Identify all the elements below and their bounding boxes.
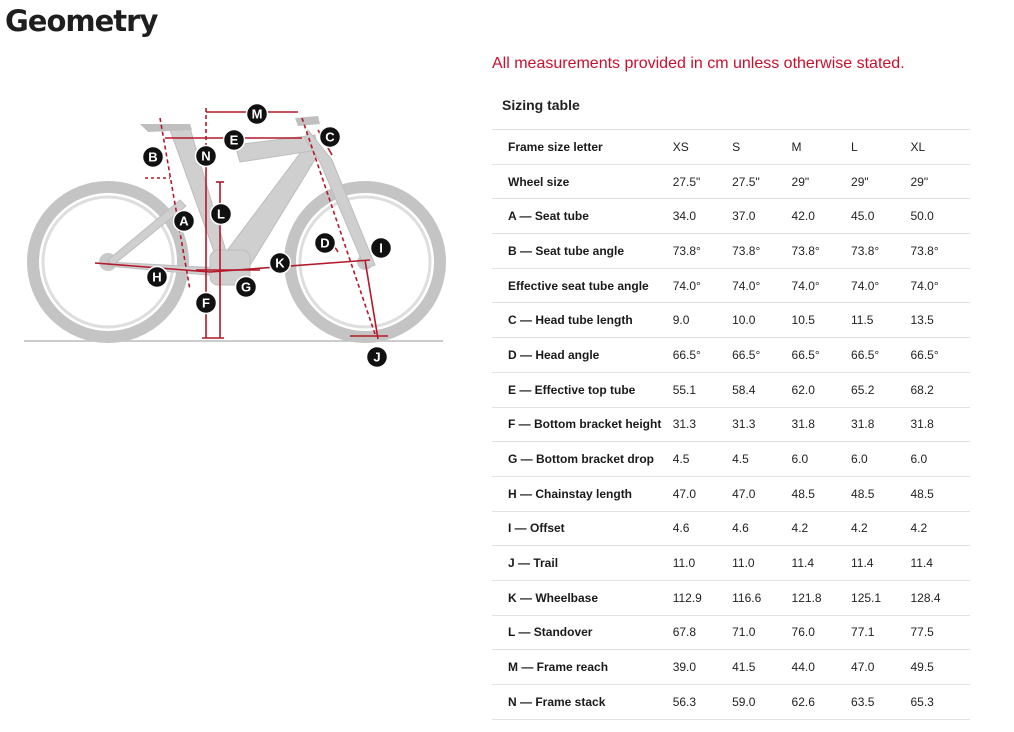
svg-text:A: A — [179, 213, 189, 229]
table-cell: 31.8 — [851, 407, 910, 442]
table-cell: 55.1 — [673, 372, 732, 407]
marker-l — [211, 204, 232, 225]
row-label: Effective seat tube angle — [492, 268, 673, 303]
table-cell: 66.5° — [673, 338, 732, 373]
table-cell: 128.4 — [910, 580, 970, 615]
table-cell: 73.8° — [910, 234, 970, 269]
table-cell: 116.6 — [732, 580, 791, 615]
marker-d — [315, 233, 336, 254]
svg-text:N: N — [201, 148, 211, 164]
table-cell: 4.2 — [792, 511, 851, 546]
table-cell: 74.0° — [792, 268, 851, 303]
svg-text:G: G — [240, 279, 252, 295]
sizing-table-title: Sizing table — [502, 97, 580, 113]
table-cell: 11.4 — [910, 546, 970, 581]
row-label: H — Chainstay length — [492, 476, 673, 511]
table-cell: 31.8 — [910, 407, 970, 442]
svg-text:C: C — [325, 129, 335, 145]
table-cell: 50.0 — [910, 199, 970, 234]
table-cell: 74.0° — [851, 268, 910, 303]
svg-text:M: M — [251, 106, 263, 122]
marker-n — [196, 146, 217, 167]
row-label: M — Frame reach — [492, 650, 673, 685]
table-cell: 10.5 — [792, 303, 851, 338]
table-cell: 10.0 — [732, 303, 791, 338]
marker-k — [270, 253, 291, 274]
table-cell: 65.3 — [910, 685, 970, 720]
table-cell: 62.0 — [792, 372, 851, 407]
table-cell: 31.3 — [673, 407, 732, 442]
table-cell: 49.5 — [910, 650, 970, 685]
table-cell: 63.5 — [851, 685, 910, 720]
table-cell: 6.0 — [792, 442, 851, 477]
table-cell: 34.0 — [673, 199, 732, 234]
table-cell: 76.0 — [792, 615, 851, 650]
table-cell: 48.5 — [851, 476, 910, 511]
table-cell: 73.8° — [673, 234, 732, 269]
table-row — [492, 372, 970, 407]
table-cell: 77.1 — [851, 615, 910, 650]
svg-text:F: F — [202, 295, 210, 311]
table-cell: 66.5° — [851, 338, 910, 373]
row-label: C — Head tube length — [492, 303, 673, 338]
table-cell: 39.0 — [673, 650, 732, 685]
table-row — [492, 511, 970, 546]
svg-text:D: D — [320, 235, 330, 251]
table-cell: 48.5 — [910, 476, 970, 511]
marker-a — [174, 211, 195, 232]
marker-h — [147, 267, 168, 288]
row-label: G — Bottom bracket drop — [492, 442, 673, 477]
table-cell: 71.0 — [732, 615, 791, 650]
table-cell: 125.1 — [851, 580, 910, 615]
marker-e — [224, 130, 245, 151]
table-row — [492, 303, 970, 338]
table-cell: 56.3 — [673, 685, 732, 720]
svg-text:B: B — [148, 149, 158, 165]
table-cell: 37.0 — [732, 199, 791, 234]
row-label: B — Seat tube angle — [492, 234, 673, 269]
table-cell: 27.5" — [732, 164, 791, 199]
table-cell: 65.2 — [851, 372, 910, 407]
table-cell: 41.5 — [732, 650, 791, 685]
table-cell: 6.0 — [910, 442, 970, 477]
table-cell: 29" — [851, 164, 910, 199]
row-label: A — Seat tube — [492, 199, 673, 234]
handlebar — [295, 116, 320, 126]
table-row — [492, 580, 970, 615]
svg-text:K: K — [275, 255, 285, 271]
table-cell: 42.0 — [792, 199, 851, 234]
row-label: K — Wheelbase — [492, 580, 673, 615]
table-cell: 121.8 — [792, 580, 851, 615]
table-cell: 47.0 — [851, 650, 910, 685]
table-cell: 4.6 — [673, 511, 732, 546]
table-cell: 73.8° — [792, 234, 851, 269]
table-cell: 4.5 — [673, 442, 732, 477]
table-row — [492, 407, 970, 442]
table-cell: 4.2 — [851, 511, 910, 546]
table-cell: 44.0 — [792, 650, 851, 685]
bike-geometry-diagram — [20, 100, 450, 375]
table-cell: 11.0 — [673, 546, 732, 581]
table-cell: 29" — [910, 164, 970, 199]
table-row — [492, 476, 970, 511]
row-label: F — Bottom bracket height — [492, 407, 673, 442]
table-cell: 4.2 — [910, 511, 970, 546]
table-cell: 48.5 — [792, 476, 851, 511]
table-cell: 62.6 — [792, 685, 851, 720]
table-cell: 6.0 — [851, 442, 910, 477]
table-cell: 66.5° — [732, 338, 791, 373]
table-cell: 11.4 — [851, 546, 910, 581]
table-cell: 4.6 — [732, 511, 791, 546]
table-cell: 11.5 — [851, 303, 910, 338]
table-row — [492, 234, 970, 269]
table-cell: 74.0° — [910, 268, 970, 303]
row-label: L — Standover — [492, 615, 673, 650]
table-row — [492, 546, 970, 581]
table-cell: 66.5° — [792, 338, 851, 373]
table-cell: 47.0 — [673, 476, 732, 511]
table-cell: 4.5 — [732, 442, 791, 477]
table-cell: 47.0 — [732, 476, 791, 511]
table-cell: 29" — [792, 164, 851, 199]
table-cell: 74.0° — [732, 268, 791, 303]
table-cell: 66.5° — [910, 338, 970, 373]
row-label: J — Trail — [492, 546, 673, 581]
marker-f — [196, 293, 217, 314]
table-cell: 27.5" — [673, 164, 732, 199]
table-cell: L — [851, 130, 910, 165]
svg-text:L: L — [217, 206, 225, 222]
table-cell: 31.8 — [792, 407, 851, 442]
table-cell: XL — [910, 130, 970, 165]
marker-i — [371, 238, 392, 259]
table-cell: 68.2 — [910, 372, 970, 407]
table-cell: 45.0 — [851, 199, 910, 234]
table-cell: S — [732, 130, 791, 165]
table-row — [492, 199, 970, 234]
table-cell: 112.9 — [673, 580, 732, 615]
marker-c — [320, 127, 341, 148]
row-label: I — Offset — [492, 511, 673, 546]
marker-b — [143, 147, 164, 168]
table-row — [492, 615, 970, 650]
svg-text:J: J — [373, 349, 381, 365]
row-label: Wheel size — [492, 164, 673, 199]
table-row — [492, 442, 970, 477]
row-label: Frame size letter — [492, 130, 673, 165]
marker-g — [236, 277, 257, 298]
table-cell: 31.3 — [732, 407, 791, 442]
table-cell: 59.0 — [732, 685, 791, 720]
sizing-table — [492, 129, 970, 720]
table-row — [492, 130, 970, 165]
table-cell: 11.4 — [792, 546, 851, 581]
table-cell: 67.8 — [673, 615, 732, 650]
marker-m — [247, 104, 268, 125]
table-cell: 9.0 — [673, 303, 732, 338]
row-label: N — Frame stack — [492, 685, 673, 720]
table-cell: M — [792, 130, 851, 165]
table-cell: 74.0° — [673, 268, 732, 303]
measurement-note: All measurements provided in cm unless otherwise stated. — [492, 55, 905, 72]
svg-text:I: I — [379, 240, 383, 256]
table-row — [492, 164, 970, 199]
table-cell: XS — [673, 130, 732, 165]
row-label: D — Head angle — [492, 338, 673, 373]
svg-text:H: H — [152, 269, 162, 285]
table-row — [492, 650, 970, 685]
table-row — [492, 268, 970, 303]
table-cell: 77.5 — [910, 615, 970, 650]
svg-text:E: E — [229, 132, 239, 148]
row-label: E — Effective top tube — [492, 372, 673, 407]
table-row — [492, 338, 970, 373]
table-cell: 11.0 — [732, 546, 791, 581]
table-row — [492, 685, 970, 720]
table-cell: 13.5 — [910, 303, 970, 338]
table-cell: 73.8° — [851, 234, 910, 269]
table-cell: 73.8° — [732, 234, 791, 269]
table-cell: 58.4 — [732, 372, 791, 407]
marker-j — [367, 347, 388, 368]
page-title: Geometry — [5, 4, 158, 38]
